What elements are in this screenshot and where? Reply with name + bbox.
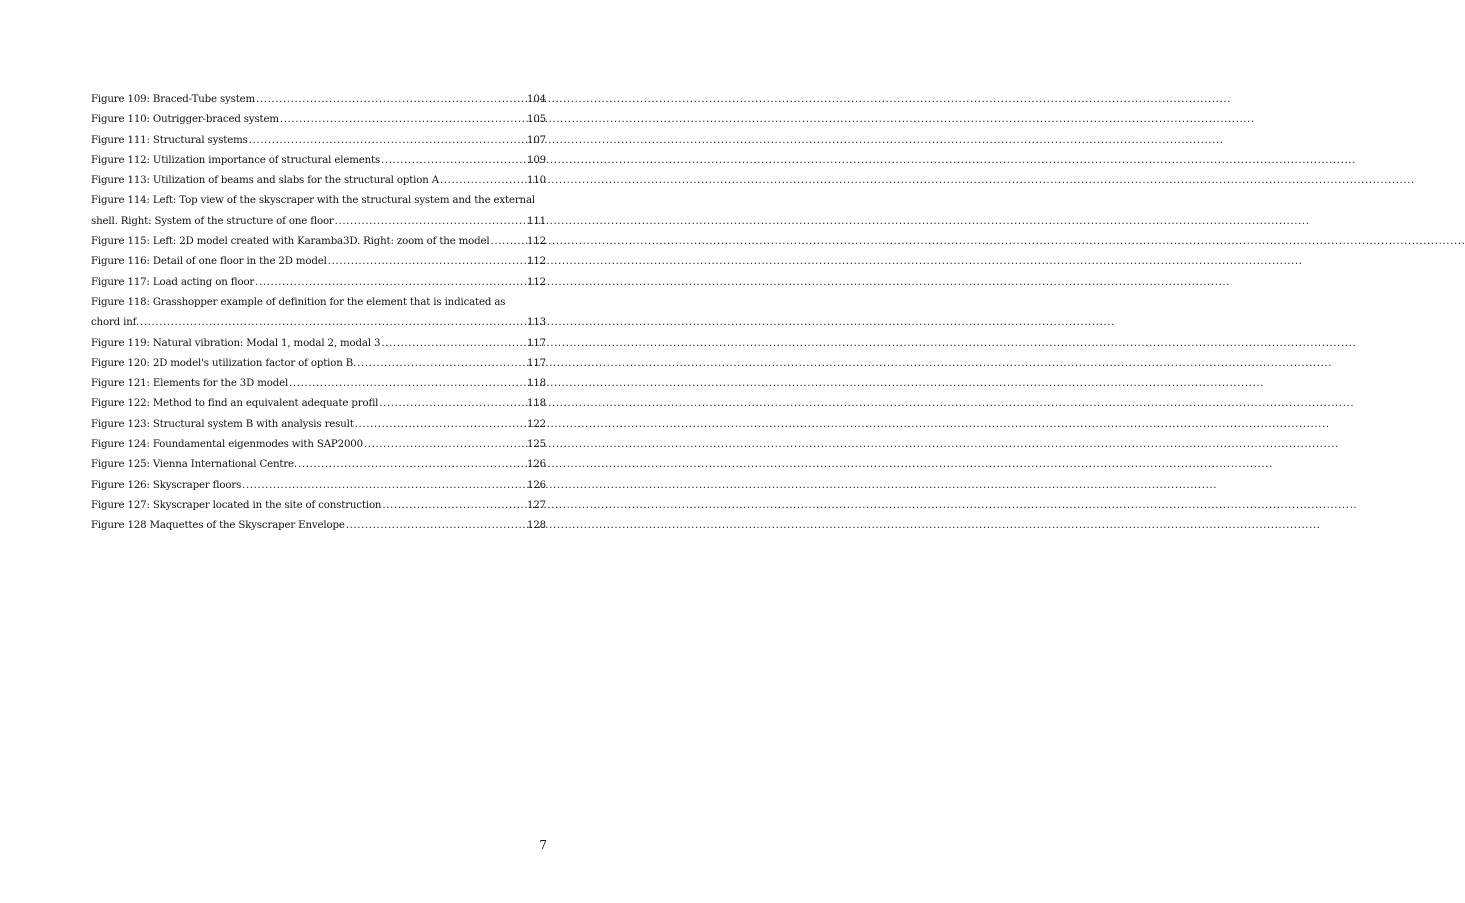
dot-leader xyxy=(382,496,526,516)
dot-leader xyxy=(140,313,526,333)
toc-entry-title: Figure 110: Outrigger-braced system xyxy=(91,114,279,126)
toc-entry-title: Figure 120: 2D model's utilization factor of option B. xyxy=(91,357,357,369)
toc-entry-page: 125 xyxy=(527,439,546,451)
toc-entry-page: 126 xyxy=(527,459,546,471)
toc-entry[interactable] xyxy=(91,476,546,496)
toc-entry-page: 111 xyxy=(527,215,546,227)
toc-entry-first-line[interactable] xyxy=(91,191,546,211)
dot-leader xyxy=(440,171,526,191)
toc-entry-page: 110 xyxy=(527,175,546,187)
dot-leader xyxy=(335,212,526,232)
toc-entry-title: Figure 116: Detail of one floor in the 2D model xyxy=(91,256,327,268)
dot-leader xyxy=(379,394,526,414)
toc-entry-page: 118 xyxy=(527,398,546,410)
dot-leader xyxy=(289,374,526,394)
toc-entry[interactable] xyxy=(91,131,546,151)
toc-entry-title: Figure 122: Method to find an equivalent adequate profil xyxy=(91,398,379,410)
toc-entry[interactable] xyxy=(91,354,546,374)
toc-entry[interactable] xyxy=(91,435,546,455)
toc-entry-first-line[interactable] xyxy=(91,293,546,313)
toc-entry-page: 112 xyxy=(527,276,546,288)
list-of-figures xyxy=(91,90,546,537)
toc-entry-title: Figure 125: Vienna International Centre. xyxy=(91,459,298,471)
toc-entry-page: 122 xyxy=(527,418,546,430)
toc-entry-title: Figure 111: Structural systems xyxy=(91,134,248,146)
toc-entry-page: 104 xyxy=(527,94,546,105)
document-page xyxy=(0,0,638,903)
toc-entry-title: Figure 117: Load acting on floor xyxy=(91,276,255,288)
dot-leader xyxy=(364,435,526,455)
dot-leader xyxy=(328,252,526,272)
toc-entry[interactable] xyxy=(91,110,546,130)
toc-entry-title: Figure 115: Left: 2D model created with Karamba3D. Right: zoom of the model xyxy=(91,236,490,248)
dot-leader xyxy=(357,354,526,374)
toc-entry-page: 113 xyxy=(527,317,546,329)
dot-leader xyxy=(491,232,526,252)
dot-leader xyxy=(298,455,526,475)
toc-entry-title: Figure 123: Structural system B with analysis result xyxy=(91,418,354,430)
toc-entry-page: 109 xyxy=(527,154,546,166)
toc-entry[interactable] xyxy=(91,90,546,110)
dot-leader xyxy=(381,334,526,354)
toc-entry-title: Figure 124: Foundamental eigenmodes with SAP2000 xyxy=(91,439,363,451)
toc-entry-page: 128 xyxy=(527,520,546,532)
toc-entry[interactable] xyxy=(91,455,546,475)
toc-entry[interactable] xyxy=(91,151,546,171)
toc-entry-title: Figure 113: Utilization of beams and slabs for the structural option A xyxy=(91,175,439,187)
dot-leader xyxy=(242,476,526,496)
toc-entry[interactable] xyxy=(91,516,546,536)
toc-entry-page: 112 xyxy=(527,236,546,248)
dot-leader xyxy=(256,90,526,110)
toc-entry-title: Figure 112: Utilization importance of structural elements xyxy=(91,154,381,166)
toc-entry-title: Figure 121: Elements for the 3D model xyxy=(91,378,289,390)
toc-entry-page: 127 xyxy=(527,499,546,511)
toc-entry[interactable] xyxy=(91,415,546,435)
toc-entry-title: Figure 128 Maquettes of the Skyscraper Envelope xyxy=(91,520,345,532)
toc-entry[interactable] xyxy=(91,252,546,272)
toc-entry-page: 112 xyxy=(527,256,546,268)
toc-entry-page: 117 xyxy=(527,337,546,349)
toc-entry-page: 107 xyxy=(527,134,546,146)
toc-entry-page: 126 xyxy=(527,479,546,491)
toc-entry-title: Figure 126: Skyscraper floors xyxy=(91,479,242,491)
toc-entry[interactable] xyxy=(91,374,546,394)
dot-leader xyxy=(280,110,526,130)
dot-leader xyxy=(255,273,526,293)
toc-entry-title-continued: chord inf. xyxy=(91,317,139,329)
toc-entry[interactable] xyxy=(91,171,546,191)
page-number: 7 xyxy=(539,838,547,852)
toc-entry-page: 118 xyxy=(527,378,546,390)
toc-entry-title: Figure 119: Natural vibration: Modal 1, modal 2, modal 3 xyxy=(91,337,381,349)
toc-entry[interactable] xyxy=(91,334,546,354)
dot-leader xyxy=(355,415,526,435)
toc-entry-page: 105 xyxy=(527,114,546,126)
toc-entry[interactable] xyxy=(91,394,546,414)
toc-entry-title: Figure 114: Left: Top view of the skyscraper with the structural system and the external xyxy=(91,195,536,207)
toc-entry-title-continued: shell. Right: System of the structure of one floor xyxy=(91,215,334,227)
toc-entry-continuation[interactable] xyxy=(91,313,546,333)
toc-entry-continuation[interactable] xyxy=(91,212,546,232)
toc-entry[interactable] xyxy=(91,273,546,293)
dot-leader xyxy=(249,131,526,151)
toc-entry[interactable] xyxy=(91,496,546,516)
toc-entry[interactable] xyxy=(91,232,546,252)
toc-entry-title: Figure 118: Grasshopper example of definition for the element that is indicated as xyxy=(91,296,506,308)
toc-entry-title: Figure 109: Braced-Tube system xyxy=(91,94,256,105)
dot-leader xyxy=(381,151,526,171)
dot-leader xyxy=(346,516,526,536)
toc-entry-title: Figure 127: Skyscraper located in the site of construction xyxy=(91,499,382,511)
toc-entry-page: 117 xyxy=(527,357,546,369)
